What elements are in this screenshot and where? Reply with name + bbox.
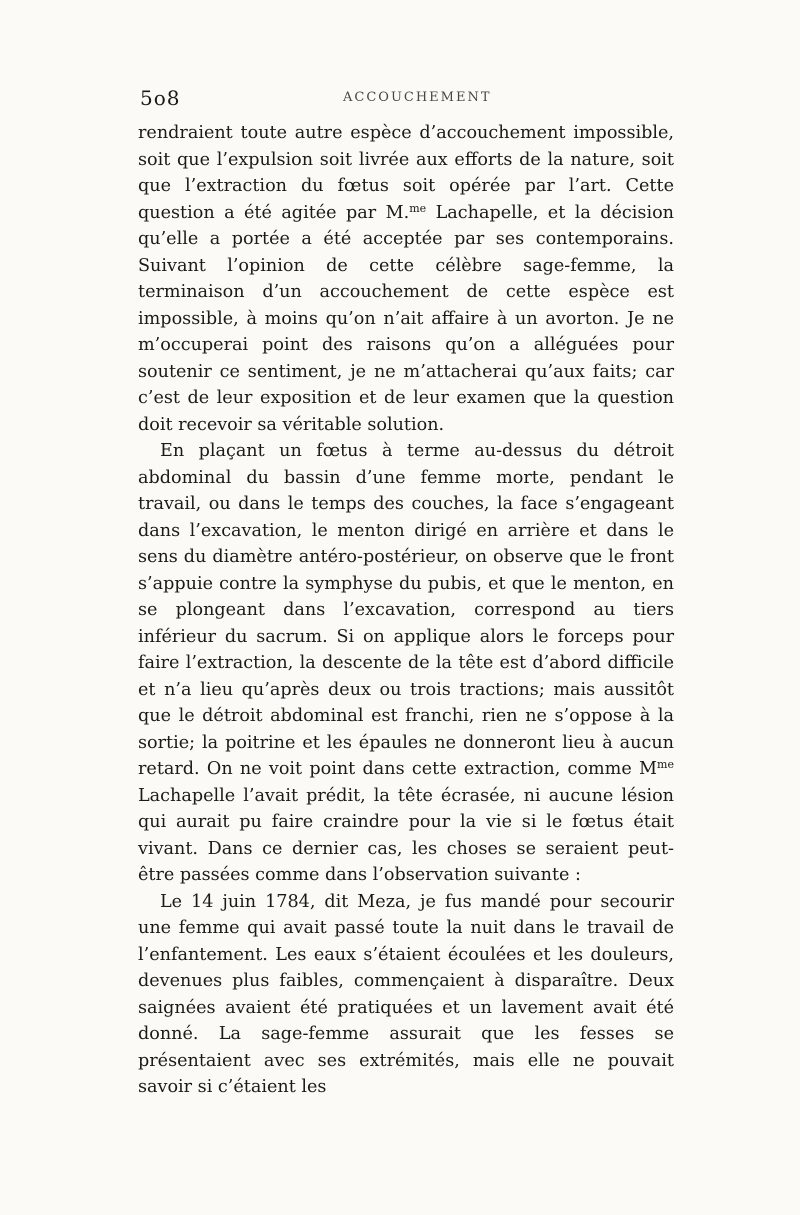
text-run: Le 14 juin 1784, dit Meza, je fus mandé pour secourir une femme qui avait passé toute la nuit dans le travail de l’enfantement. Les eaux s’étaient écoulées et les douleurs, devenues plus faibles, commençaient à disparaître. Deux saignées avaient été pratiquées et un lavement avait été donné. La sage-femme assurait que les fesses se présentaient avec ses extrémités, mais elle ne pouvait savoir si c’étaient les: [138, 891, 674, 1097]
paragraph-continuation: [138, 120, 674, 438]
paragraph: [138, 889, 674, 1101]
text-run: Lachapelle, et la décision qu’elle a portée a été acceptée par ses contemporains. Suivant l’opinion de cette célèbre sage-femme, la terminaison d’un accouchement de cette espèce est impossible, à moins qu’on n’ait affaire à un avorton. Je ne m’occuperai point des raisons qu’on a alléguées pour soutenir ce sentiment, je ne m’attacherai qu’aux faits; car c’est de leur exposition et de leur examen que la question doit recevoir sa véritable solution.: [138, 202, 674, 435]
book-page: [138, 86, 674, 1101]
page-number: 5o8: [140, 86, 181, 110]
running-title: ACCOUCHEMENT: [343, 90, 492, 105]
paragraph: [138, 438, 674, 889]
superscript: me: [409, 201, 427, 215]
body-text: [138, 120, 674, 1101]
running-head: [138, 86, 674, 120]
text-run: En plaçant un fœtus à terme au-dessus du détroit abdominal du bassin d’une femme morte, pendant le travail, ou dans le temps des couches, la face s’engageant dans l’excavation, le menton dirigé en arrière et dans le sens du diamètre antéro-postérieur, on observe que le front s’appuie contre la symphyse du pubis, et que le menton, en se plongeant dans l’excavation, correspond au tiers inférieur du sacrum. Si on applique alors le forceps pour faire l’extraction, la descente de la tête est d’abord difficile et n’a lieu qu’après deux ou trois tractions; mais aussitôt que le détroit abdominal est franchi, rien ne s’oppose à la sortie; la poitrine et les épaules ne donneront lieu à aucun retard. On ne voit point dans cette extraction, comme M: [138, 441, 674, 779]
superscript: me: [657, 758, 674, 771]
text-run: rendraient toute autre espèce d’accouchement impossible, soit que l’expulsion soit livrée aux efforts de la nature, soit que l’extraction du fœtus soit opérée par l’art. Cette question a été agitée par M.: [138, 123, 674, 223]
text-run: Lachapelle l’avait prédit, la tête écrasée, ni aucune lésion qui aurait pu faire craindre pour la vie si le fœtus était vivant. Dans ce dernier cas, les choses se seraient peut-être passées comme dans l’observation suivante :: [138, 785, 674, 885]
